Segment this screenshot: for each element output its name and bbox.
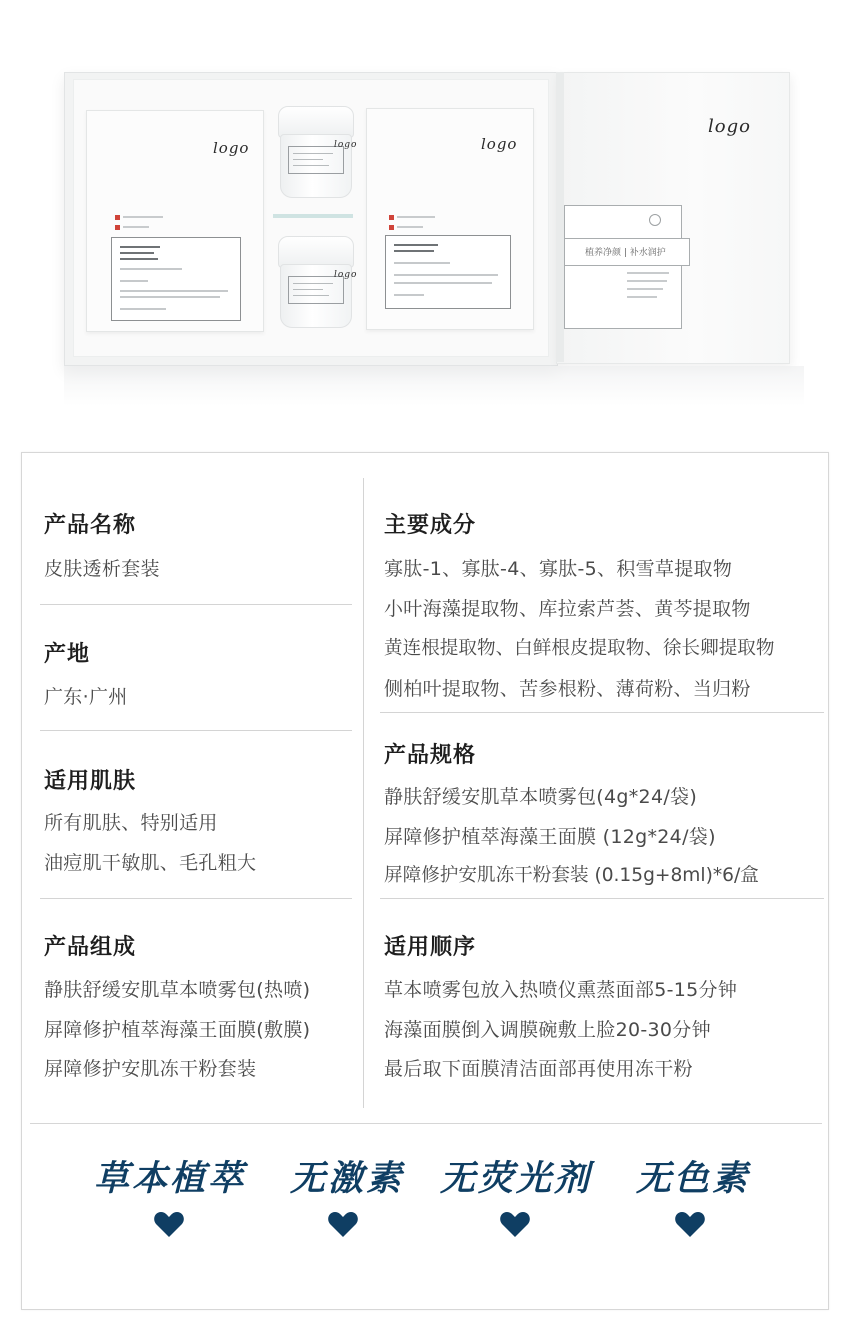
ingredients-line: 侧柏叶提取物、苦参根粉、薄荷粉、当归粉 [384, 678, 751, 700]
specification-line: 屏障修护植萃海藻王面膜 (12g*24/袋) [384, 826, 716, 848]
feature-herbal: 草本植萃 [94, 1158, 247, 1199]
pack-logo: logo [213, 139, 250, 157]
section-title-specification: 产品规格 [384, 743, 477, 768]
heart-icon [153, 1210, 185, 1238]
heart-icon [674, 1210, 706, 1238]
skin-type-line: 油痘肌干敏肌、毛孔粗大 [44, 852, 257, 874]
feature-no-fluorescer: 无荧光剂 [440, 1158, 593, 1199]
column-divider [363, 478, 364, 1108]
composition-line: 静肤舒缓安肌草本喷雾包(热喷) [44, 979, 311, 1001]
usage-order-line: 最后取下面膜清洁面部再使用冻干粉 [384, 1058, 693, 1080]
section-title-composition: 产品组成 [44, 935, 137, 960]
skin-type-line: 所有肌肤、特别适用 [44, 812, 218, 834]
specification-line: 静肤舒缓安肌草本喷雾包(4g*24/袋) [384, 786, 698, 808]
usage-order-line: 海藻面膜倒入调膜碗敷上脸20-30分钟 [384, 1019, 711, 1041]
pack-label [111, 237, 241, 321]
product-photo [0, 0, 850, 430]
ingredients-line: 黄连根提取物、白鲜根皮提取物、徐长卿提取物 [384, 638, 775, 659]
composition-line: 屏障修护植萃海藻王面膜(敷膜) [44, 1019, 311, 1041]
feature-no-hormone: 无激素 [290, 1158, 405, 1199]
pack-logo: logo [481, 135, 518, 153]
composition-line: 屏障修护安肌冻干粉套装 [44, 1058, 257, 1080]
mask-pack-left [86, 110, 264, 332]
heart-icon [327, 1210, 359, 1238]
jar-bottom: logo [278, 236, 352, 328]
feature-no-pigment: 无色素 [636, 1158, 751, 1199]
powder-pack-right [366, 108, 534, 330]
product-name-value: 皮肤透析套装 [44, 558, 160, 580]
origin-value: 广东·广州 [44, 686, 128, 708]
ingredients-line: 小叶海藻提取物、库拉索芦荟、黄芩提取物 [384, 598, 751, 620]
lid-label [564, 205, 682, 329]
section-title-product-name: 产品名称 [44, 513, 137, 538]
heart-icon [499, 1210, 531, 1238]
pack-label [385, 235, 511, 309]
usage-order-line: 草本喷雾包放入热喷仪熏蒸面部5-15分钟 [384, 979, 738, 1001]
specification-line: 屏障修护安肌冻干粉套装 (0.15g+8ml)*6/盒 [384, 865, 759, 886]
section-title-skin-type: 适用肌肤 [44, 769, 137, 794]
jar-top: logo [278, 106, 352, 198]
ingredients-line: 寡肽-1、寡肽-4、寡肽-5、积雪草提取物 [384, 558, 733, 580]
section-title-ingredients: 主要成分 [384, 513, 477, 538]
lid-strip: 植养净颜 | 补水润护 [564, 238, 690, 266]
section-title-origin: 产地 [44, 642, 91, 667]
section-title-usage-order: 适用顺序 [384, 935, 477, 960]
lid-logo: logo [708, 116, 751, 137]
